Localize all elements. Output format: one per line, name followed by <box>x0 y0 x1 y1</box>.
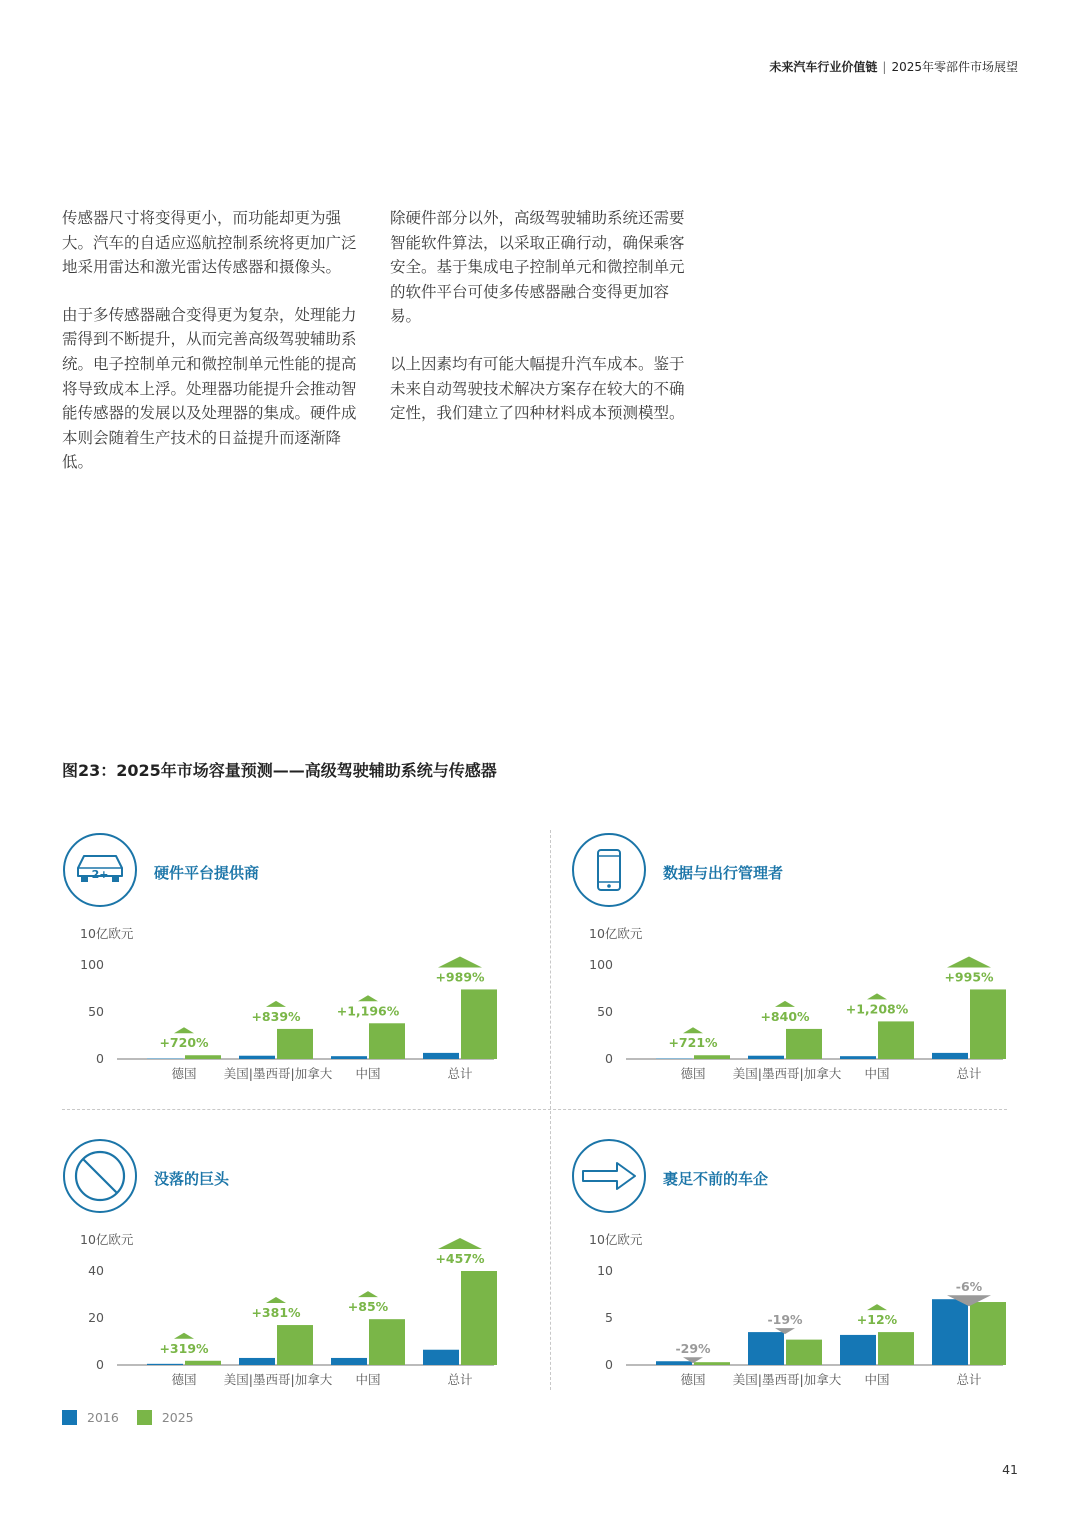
x-tick-label: 总计 <box>447 1372 473 1387</box>
change-label: +839% <box>251 1008 301 1024</box>
panel-divider-horizontal <box>62 1109 1007 1110</box>
x-tick-label: 美国|墨西哥|加拿大 <box>732 1066 842 1081</box>
bar-2025 <box>277 1325 313 1365</box>
change-label: +85% <box>347 1299 389 1315</box>
y-axis-label: 10亿欧元 <box>589 926 643 941</box>
figure-title: 图23：2025年市场容量预测——高级驾驶辅助系统与传感器 <box>62 761 497 780</box>
chart-panel-falling-giants <box>62 1138 532 1408</box>
header-title: 未来汽车行业价值链 <box>769 60 878 74</box>
x-tick-label: 总计 <box>956 1066 982 1081</box>
paragraph: 除硬件部分以外，高级驾驶辅助系统还需要智能软件算法，以采取正确行动，确保乘客安全。基于集成电子控制单元和微控制单元的软件平台可使多传感器融合变得更加容易。 <box>390 209 685 326</box>
x-tick-label: 德国 <box>171 1066 197 1081</box>
chart-panel-hardware <box>62 832 532 1102</box>
y-axis-label: 10亿欧元 <box>80 926 134 941</box>
bar-2025 <box>369 1023 405 1059</box>
bar-2025 <box>369 1319 405 1365</box>
bar-2025 <box>786 1340 822 1365</box>
change-label: +721% <box>668 1035 718 1051</box>
y-axis-label: 10亿欧元 <box>589 1232 643 1247</box>
y-tick-label: 100 <box>80 957 104 972</box>
paragraph: 传感器尺寸将变得更小，而功能却更为强大。汽车的自适应巡航控制系统将更加广泛地采用雷达和激光雷达传感器和摄像头。 <box>62 209 357 277</box>
bar-2025 <box>878 1021 914 1059</box>
panel-title: 裹足不前的车企 <box>663 1170 769 1188</box>
change-label: +989% <box>435 969 485 985</box>
bar-2016 <box>331 1056 367 1059</box>
bar-chart-falling-giants <box>62 1138 532 1408</box>
change-label: +319% <box>159 1340 209 1356</box>
x-tick-label: 中国 <box>355 1066 381 1081</box>
x-tick-label: 总计 <box>447 1066 473 1081</box>
running-header <box>769 58 1018 75</box>
bar-2016 <box>748 1056 784 1059</box>
bar-2025 <box>694 1362 730 1365</box>
change-arrow-up <box>174 1027 194 1033</box>
bar-chart-hardware <box>62 832 532 1102</box>
change-arrow-up <box>266 1297 286 1303</box>
bar-2016 <box>423 1053 459 1059</box>
bar-2016 <box>748 1332 784 1365</box>
change-arrow-up <box>867 993 887 999</box>
panel-title: 硬件平台提供商 <box>154 864 260 882</box>
change-label: +1,196% <box>336 1003 400 1019</box>
chart-panel-stagnant-oems <box>571 1138 1041 1408</box>
change-label: +840% <box>760 1008 810 1024</box>
y-tick-label: 5 <box>605 1310 613 1325</box>
change-arrow-up <box>867 1304 887 1310</box>
change-label: +720% <box>159 1035 209 1051</box>
y-tick-label: 0 <box>605 1051 613 1066</box>
chart-panel-data-mobility <box>571 832 1041 1102</box>
change-label: +381% <box>251 1305 301 1321</box>
bar-2016 <box>932 1299 968 1365</box>
legend-label: 2025 <box>161 1410 194 1425</box>
bar-2016 <box>239 1358 275 1365</box>
header-separator: | <box>882 60 887 74</box>
body-column-right <box>390 206 690 449</box>
chart-legend <box>62 1410 212 1425</box>
bar-2016 <box>147 1364 183 1365</box>
change-arrow-up <box>775 1001 795 1007</box>
bar-2025 <box>878 1332 914 1365</box>
y-tick-label: 50 <box>88 1004 104 1019</box>
paragraph: 以上因素均有可能大幅提升汽车成本。鉴于未来自动驾驶技术解决方案存在较大的不确定性，我们建立了四种材料成本预测模型。 <box>390 354 685 423</box>
x-tick-label: 美国|墨西哥|加拿大 <box>223 1372 333 1387</box>
change-arrow-up <box>174 1333 194 1339</box>
y-tick-label: 0 <box>605 1357 613 1372</box>
bar-2025 <box>461 1271 497 1365</box>
change-label: +457% <box>435 1251 485 1266</box>
y-tick-label: 100 <box>589 957 613 972</box>
x-tick-label: 美国|墨西哥|加拿大 <box>223 1066 333 1081</box>
bar-2025 <box>970 989 1006 1059</box>
change-arrow-up <box>438 1238 482 1249</box>
change-arrow-up <box>947 956 991 967</box>
bar-2025 <box>185 1055 221 1059</box>
paragraph: 由于多传感器融合变得更为复杂，处理能力需得到不断提升，从而完善高级驾驶辅助系统。电子控制单元和微控制单元性能的提高将导致成本上浮。处理器功能提升会推动智能传感器的发展以及处理器的集成。硬件成本则会随着生产技术的日益提升而逐渐降低。 <box>62 305 357 472</box>
bar-2016 <box>331 1358 367 1365</box>
bar-2016 <box>423 1350 459 1365</box>
change-label: +1,208% <box>845 1001 909 1017</box>
change-label: +995% <box>944 969 994 985</box>
change-label: -6% <box>955 1279 983 1295</box>
page-number: 41 <box>1002 1462 1018 1477</box>
change-arrow-up <box>358 1291 378 1297</box>
y-axis-label: 10亿欧元 <box>80 1232 134 1247</box>
bar-2025 <box>185 1361 221 1365</box>
y-tick-label: 0 <box>96 1357 104 1372</box>
body-column-left <box>62 206 362 498</box>
bar-2025 <box>786 1029 822 1059</box>
x-tick-label: 美国|墨西哥|加拿大 <box>732 1372 842 1387</box>
y-tick-label: 40 <box>88 1263 104 1278</box>
bar-2025 <box>970 1302 1006 1365</box>
panel-title: 没落的巨头 <box>154 1170 230 1188</box>
x-tick-label: 中国 <box>864 1372 890 1387</box>
bar-2016 <box>932 1053 968 1059</box>
x-tick-label: 德国 <box>680 1066 706 1081</box>
x-tick-label: 中国 <box>355 1372 381 1387</box>
x-tick-label: 德国 <box>680 1372 706 1387</box>
panel-title: 数据与出行管理者 <box>663 864 784 882</box>
y-tick-label: 0 <box>96 1051 104 1066</box>
change-label: -19% <box>767 1312 803 1328</box>
bar-chart-data-mobility <box>571 832 1041 1102</box>
legend-label: 2016 <box>87 1410 119 1425</box>
y-tick-label: 20 <box>88 1310 104 1325</box>
y-tick-label: 50 <box>597 1004 613 1019</box>
bar-2016 <box>840 1335 876 1365</box>
change-arrow-up <box>358 995 378 1001</box>
bar-2016 <box>840 1056 876 1059</box>
legend-item-2025 <box>137 1410 194 1425</box>
bar-2025 <box>277 1029 313 1059</box>
x-tick-label: 中国 <box>864 1066 890 1081</box>
change-label: -29% <box>675 1341 711 1357</box>
change-arrow-up <box>266 1001 286 1007</box>
bar-2016 <box>239 1056 275 1059</box>
bar-chart-stagnant-oems <box>571 1138 1041 1408</box>
panel-divider-vertical <box>550 830 551 1390</box>
legend-swatch-2025 <box>137 1410 152 1425</box>
legend-swatch-2016 <box>62 1410 77 1425</box>
x-tick-label: 德国 <box>171 1372 197 1387</box>
bar-2016 <box>656 1361 692 1365</box>
change-label: +12% <box>856 1312 898 1328</box>
change-arrow-up <box>438 956 482 967</box>
bar-2025 <box>461 989 497 1059</box>
change-arrow-up <box>683 1027 703 1033</box>
legend-item-2016 <box>62 1410 119 1425</box>
y-tick-label: 10 <box>597 1263 613 1278</box>
bar-2025 <box>694 1055 730 1059</box>
icon-label: 2+ <box>91 868 109 881</box>
x-tick-label: 总计 <box>956 1372 982 1387</box>
header-subtitle: 2025年零部件市场展望 <box>891 60 1018 74</box>
